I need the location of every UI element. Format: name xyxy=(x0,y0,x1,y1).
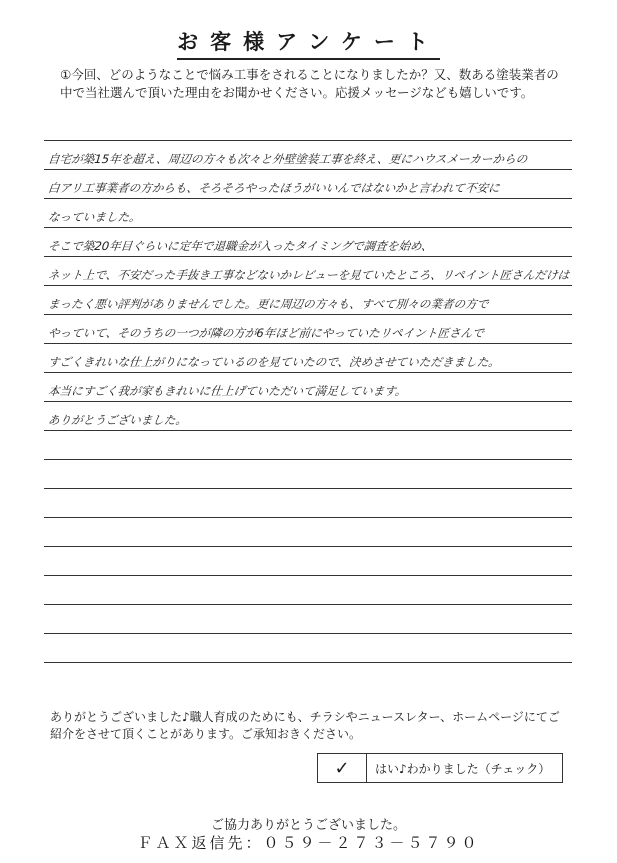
ruled-line xyxy=(44,575,572,576)
answer-line: すごくきれいな仕上がりになっているのを見ていたので、決めさせていただきました。 xyxy=(47,355,501,369)
consent-checkbox-row[interactable] xyxy=(317,753,563,783)
ruled-line xyxy=(44,372,572,373)
answer-line: ネット上で、不安だった手抜き工事などないかレビューを見ていたところ、リペイント匠さんだけは xyxy=(47,268,571,282)
ruled-line xyxy=(44,343,572,344)
answer-line: まったく悪い評判がありませんでした。更に周辺の方々も、すべて別々の業者の方で xyxy=(47,297,490,311)
ruled-line xyxy=(44,459,572,460)
ruled-line xyxy=(44,517,572,518)
question-text: ①今回、どのようなことで悩み工事をされることになりましたか？又、数ある塗装業者の中で当社選んで頂いた理由をお聞かせください。応援メッセージなども嬉しいです。 xyxy=(60,67,559,100)
answer-sheet xyxy=(44,140,572,670)
ruled-line xyxy=(44,604,572,605)
ruled-line xyxy=(44,285,572,286)
form-title-text: お客様アンケート xyxy=(177,26,440,60)
publication-notice: ありがとうございました♪職人育成のためにも、チラシやニュースレター、ホームページにてご紹介をさせて頂くことがあります。ご承知おきください。 xyxy=(50,710,560,741)
ruled-line xyxy=(44,546,572,547)
ruled-line xyxy=(44,256,572,257)
ruled-line xyxy=(44,227,572,228)
answer-line: やっていて、そのうちの一つが隣の方が6年ほど前にやっていたリペイント匠さんで xyxy=(47,326,485,340)
ruled-line xyxy=(44,430,572,431)
ruled-line xyxy=(44,169,572,170)
ruled-line xyxy=(44,401,572,402)
answer-line: 自宅が築15年を超え、周辺の方々も次々と外壁塗装工事を終え、更にハウスメーカーからの xyxy=(47,152,529,166)
consent-label: はい♪わかりました（チェック） xyxy=(375,761,551,776)
answer-line: 本当にすごく我が家もきれいに仕上げていただいて満足しています。 xyxy=(47,384,408,398)
answer-line: なっていました。 xyxy=(47,210,142,224)
answer-line: ありがとうございました。 xyxy=(47,413,188,427)
ruled-line xyxy=(44,198,572,199)
consent-checkbox[interactable] xyxy=(318,754,367,782)
answer-line: そこで築20年目ぐらいに定年で退職金が入ったタイミングで調査を始め、 xyxy=(47,239,434,253)
ruled-line xyxy=(44,314,572,315)
closing-thanks: ご協力ありがとうございました。 xyxy=(210,818,406,833)
ruled-line xyxy=(44,662,572,663)
ruled-line xyxy=(44,140,572,141)
form-title xyxy=(0,26,617,60)
answer-line: 白アリ工事業者の方からも、そろそろやったほうがいいんではないかと言われて不安に xyxy=(47,181,501,195)
ruled-line xyxy=(44,488,572,489)
fax-number: ＦＡＸ返信先：０５９－２７３－５７９０ xyxy=(137,834,480,852)
checkmark-icon: ✓ xyxy=(334,757,350,779)
ruled-line xyxy=(44,633,572,634)
